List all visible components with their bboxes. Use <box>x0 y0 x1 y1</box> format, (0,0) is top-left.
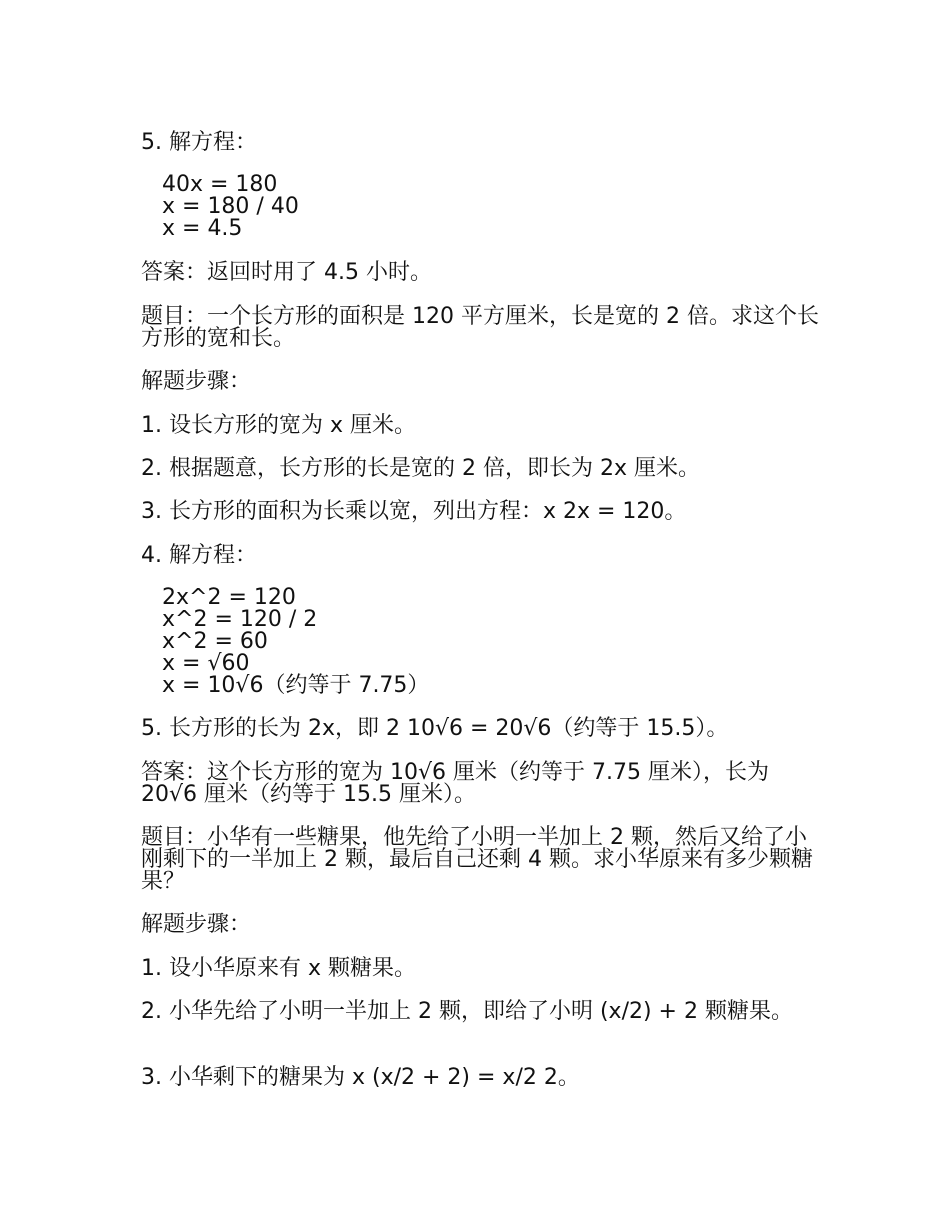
steps-heading: 解题步骤： <box>141 912 252 937</box>
equation-line: x = √60 <box>162 651 250 676</box>
step-paragraph: 3. 小华剩下的糖果为 x (x/2 + 2) = x/2 2。 <box>141 1065 580 1090</box>
equation-line: x = 4.5 <box>162 216 243 241</box>
answer-paragraph: 答案：返回时用了 4.5 小时。 <box>141 260 432 285</box>
equation-line: x^2 = 60 <box>162 629 268 654</box>
step-paragraph: 1. 设小华原来有 x 颗糖果。 <box>141 956 416 981</box>
equation-line: x = 10√6（约等于 7.75） <box>162 673 430 698</box>
equation-line: x = 180 / 40 <box>162 194 299 219</box>
step-paragraph: 2. 根据题意，长方形的长是宽的 2 倍，即长为 2x 厘米。 <box>141 456 700 481</box>
steps-heading: 解题步骤： <box>141 369 252 394</box>
step-paragraph: 1. 设长方形的宽为 x 厘米。 <box>141 413 416 438</box>
step-heading: 5. 解方程： <box>141 130 257 155</box>
equation-line: x^2 = 120 / 2 <box>162 607 318 632</box>
problem-paragraph: 题目：小华有一些糖果，他先给了小明一半加上 2 颗，然后又给了小刚剩下的一半加上 2 颗，最后自己还剩 4 颗。求小华原来有多少颗糖果？ <box>141 825 813 894</box>
problem-paragraph: 题目：一个长方形的面积是 120 平方厘米，长是宽的 2 倍。求这个长方形的宽和长。 <box>141 304 819 351</box>
step-heading: 4. 解方程： <box>141 543 257 568</box>
answer-paragraph: 答案：这个长方形的宽为 10√6 厘米（约等于 7.75 厘米），长为 20√6 厘米（约等于 15.5 厘米）。 <box>141 760 769 807</box>
step-paragraph: 3. 长方形的面积为长乘以宽，列出方程：x 2x = 120。 <box>141 499 687 524</box>
step-paragraph: 5. 长方形的长为 2x，即 2 10√6 = 20√6（约等于 15.5）。 <box>141 716 729 741</box>
equation-line: 2x^2 = 120 <box>162 585 296 610</box>
equation-line: 40x = 180 <box>162 172 278 197</box>
step-paragraph: 2. 小华先给了小明一半加上 2 颗，即给了小明 (x/2) + 2 颗糖果。 <box>141 999 793 1024</box>
